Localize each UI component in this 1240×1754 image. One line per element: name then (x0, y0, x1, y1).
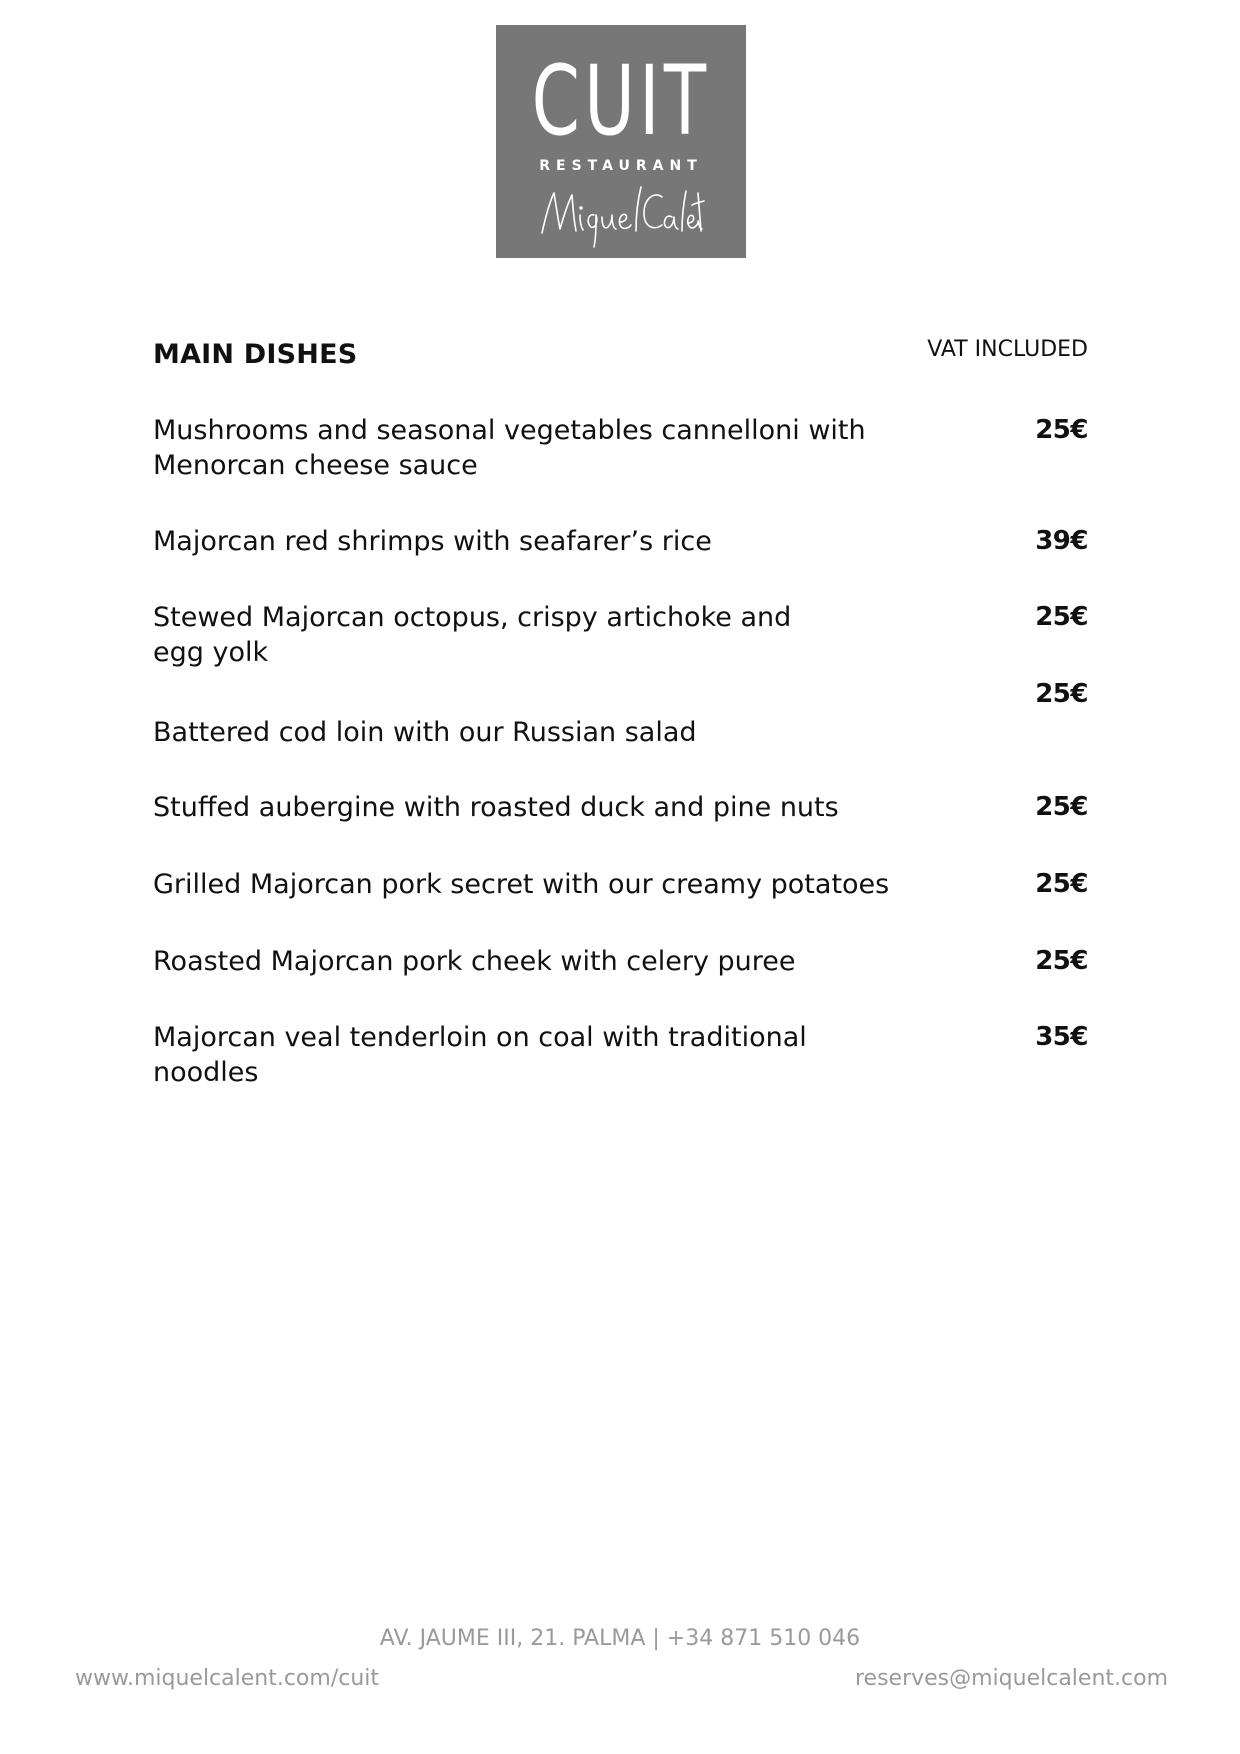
dish-name: Battered cod loin with our Russian salad (153, 717, 697, 748)
signature-image (536, 175, 706, 250)
dish-name: Roasted Majorcan pork cheek with celery puree (153, 946, 796, 977)
footer-address: AV. JAUME III, 21. PALMA | +34 871 510 046 (379, 1626, 861, 1651)
dish-price: 25€ (1035, 679, 1088, 709)
menu-header (153, 335, 1088, 375)
dish-name: Stewed Majorcan octopus, crispy artichoke and egg yolk (153, 602, 792, 668)
dish-price: 25€ (1035, 602, 1088, 632)
dish-name: Mushrooms and seasonal vegetables cannelloni with Menorcan cheese sauce (153, 415, 866, 481)
logo-name: CUIT (531, 45, 711, 157)
dish-price: 25€ (1035, 946, 1088, 976)
restaurant-logo (496, 25, 746, 258)
dish-name: Stuffed aubergine with roasted duck and pine nuts (153, 792, 839, 823)
email-link[interactable]: reserves@miquelcalent.com (854, 1666, 1168, 1691)
dish-price: 39€ (1035, 526, 1088, 556)
dish-price: 35€ (1035, 1022, 1088, 1052)
vat-note: VAT INCLUDED (927, 337, 1088, 362)
dish-price: 25€ (1035, 869, 1088, 899)
website-link[interactable]: www.miquelcalent.com/cuit (75, 1666, 380, 1691)
dish-name: Grilled Majorcan pork secret with our creamy potatoes (153, 869, 890, 900)
dish-name: Majorcan veal tenderloin on coal with traditional noodles (153, 1022, 807, 1088)
dish-name: Majorcan red shrimps with seafarer’s rice (153, 526, 712, 557)
dish-price: 25€ (1035, 415, 1088, 445)
section-title: MAIN DISHES (153, 339, 358, 370)
dish-price: 25€ (1035, 792, 1088, 822)
logo-subtitle: RESTAURANT (539, 158, 703, 174)
